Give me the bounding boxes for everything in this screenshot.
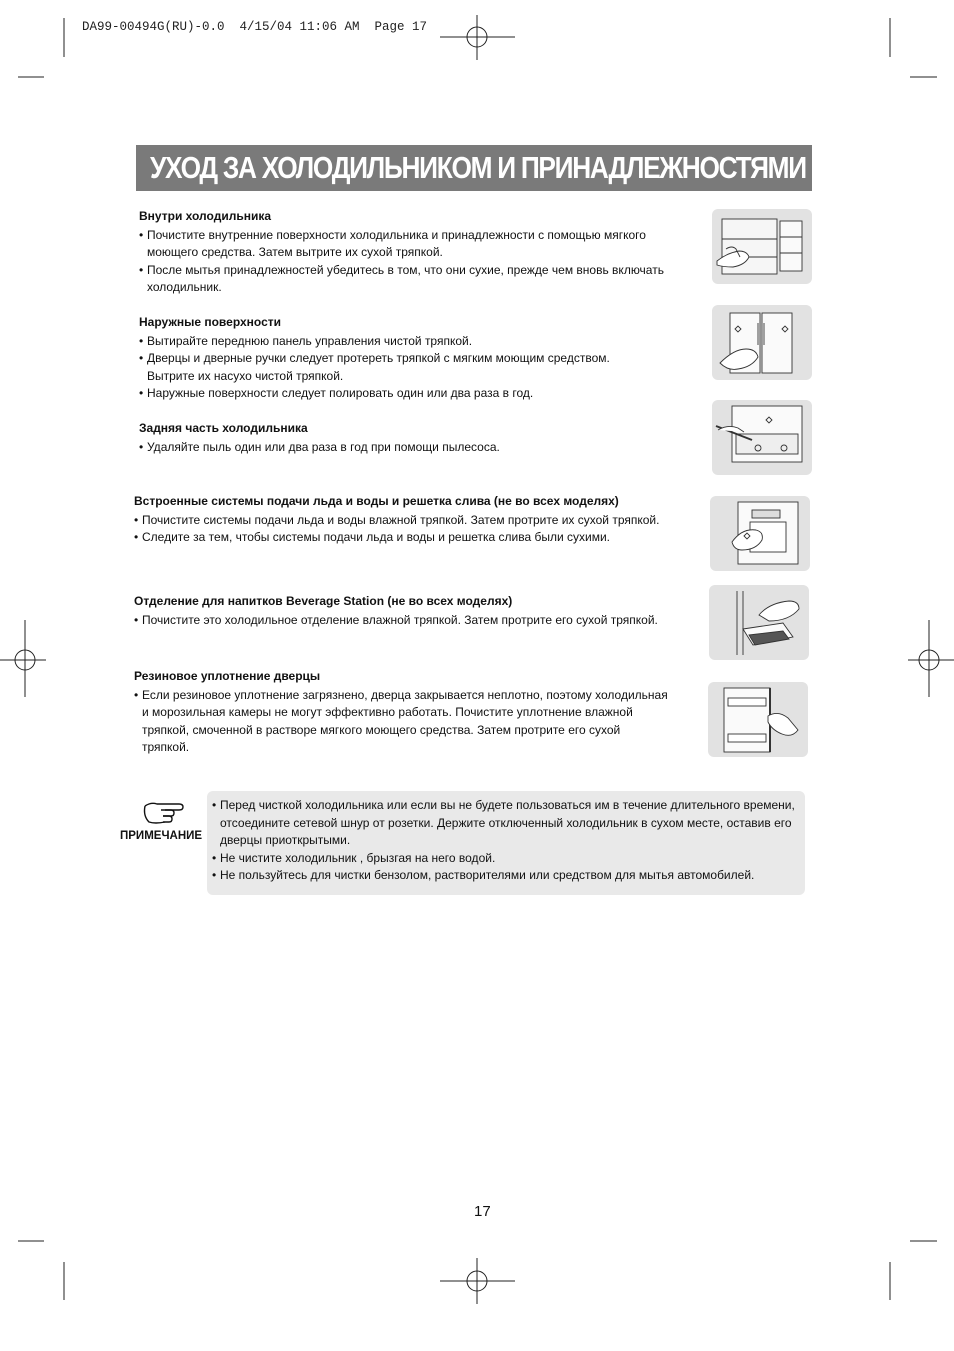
bullet-item: • Наружные поверхности следует полировать один или два раза в год.: [139, 385, 619, 403]
note-label: ПРИМЕЧАНИЕ: [120, 830, 203, 842]
section-heading: Внутри холодильника: [139, 209, 271, 223]
section-beverage-station: [134, 593, 684, 629]
note-bullet: • Не чистите холодильник , брызгая на него водой.: [212, 850, 795, 868]
bullet-item: • Удаляйте пыль один или два раза в год при помощи пылесоса.: [139, 439, 679, 457]
section-heading: Задняя часть холодильника: [139, 421, 308, 435]
bullet-item: • Следите за тем, чтобы системы подачи льда и воды и решетка слива были сухими.: [134, 529, 684, 547]
illustration-cleaning-exterior: [712, 305, 812, 380]
illustration-cleaning-dispenser: [710, 496, 810, 571]
bullet-item: • Почистите это холодильное отделение влажной тряпкой. Затем протрите его сухой тряпкой.: [134, 612, 684, 630]
bullet-item: • Если резиновое уплотнение загрязнено, дверца закрывается неплотно, поэтому холодильная и морозильная камеры не могут эффективно работать. Почистите уплотнение влажной тряпкой, смоченной в растворе мягкого моющего средства. Затем протрите его сухой тряпкой.: [134, 687, 669, 757]
note-box: [207, 791, 805, 895]
bullet-item: • Почистите системы подачи льда и воды влажной тряпкой. Затем протрите их сухой тряпкой.: [134, 512, 684, 530]
section-heading: Отделение для напитков Beverage Station (не во всех моделях): [134, 594, 513, 608]
bullet-item: • Вытирайте переднюю панель управления чистой тряпкой.: [139, 333, 619, 351]
section-heading: Встроенные системы подачи льда и воды и решетка слива (не во всех моделях): [134, 494, 619, 508]
bullet-item: • Почистите внутренние поверхности холодильника и принадлежности с помощью мягкого моющего средства. Затем вытрите их сухой тряпкой.: [139, 227, 679, 262]
illustration-cleaning-back: [712, 400, 812, 475]
bullet-item: • Дверцы и дверные ручки следует протереть тряпкой с мягким моющим средством. Вытрите их насухо чистой тряпкой.: [139, 350, 619, 385]
section-back: [139, 420, 679, 456]
note-bullet: • Перед чисткой холодильника или если вы не будете пользоваться им в течение длительного времени, отсоедините сетевой шнур от розетки. Держите отключенный холодильник в сухом месте, оставив его дверцы приоткрытыми.: [212, 797, 795, 850]
illustration-cleaning-inside: [712, 209, 812, 284]
section-exterior: [139, 314, 619, 403]
illustration-cleaning-door-seal: [708, 682, 808, 757]
section-heading: Наружные поверхности: [139, 315, 282, 329]
section-door-seal: [134, 668, 669, 757]
section-dispenser: [134, 493, 684, 547]
section-inside: [139, 208, 679, 297]
note-bullet: • Не пользуйтесь для чистки бензолом, растворителями или средством для мытья автомобилей.: [212, 867, 795, 885]
bullet-item: • После мытья принадлежностей убедитесь в том, что они сухие, прежде чем вновь включать холодильник.: [139, 262, 679, 297]
print-header: DA99-00494G(RU)-0.0 4/15/04 11:06 AM Page 17: [82, 20, 428, 34]
page-title: УХОД ЗА ХОЛОДИЛЬНИКОМ И ПРИНАДЛЕЖНОСТЯМИ: [136, 145, 812, 191]
illustration-cleaning-beverage-station: [709, 585, 809, 660]
page-number: 17: [474, 1203, 491, 1220]
section-heading: Резиновое уплотнение дверцы: [134, 669, 321, 683]
pointing-hand-icon: [141, 800, 187, 826]
